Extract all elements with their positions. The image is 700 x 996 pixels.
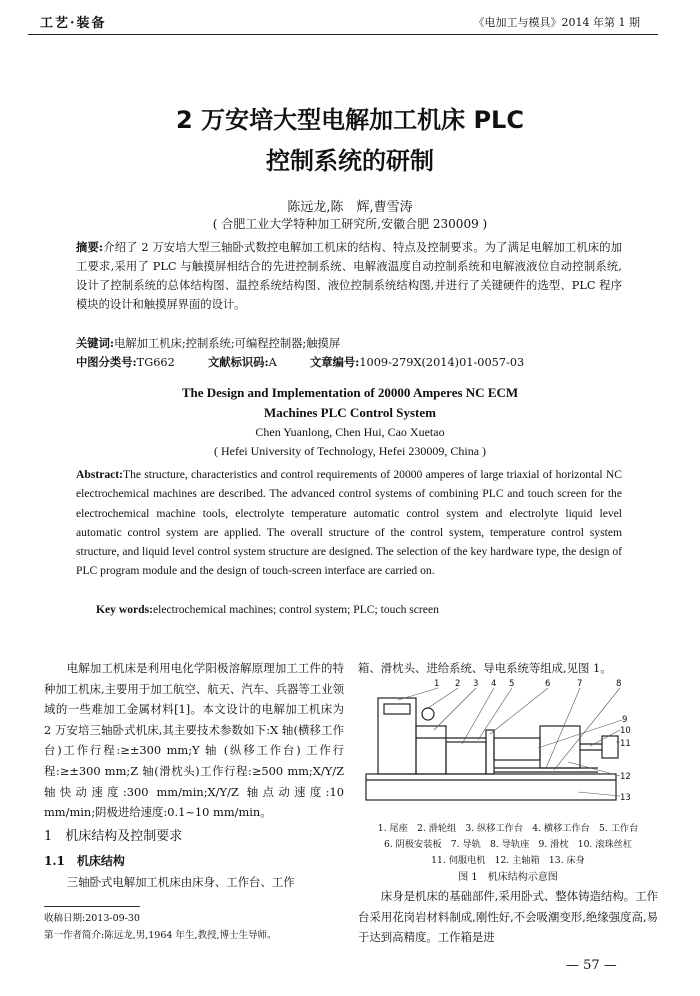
figure-number-1: 1 <box>434 679 440 689</box>
author-bio: 第一作者简介:陈远龙,男,1964 年生,教授,博士生导师。 <box>44 930 277 941</box>
section-1-heading: 1 机床结构及控制要求 <box>44 829 183 844</box>
authors: 陈远龙,陈 辉,曹雪涛 <box>287 200 413 215</box>
abstract-cn <box>76 238 622 314</box>
affiliation: ( 合肥工业大学特种加工研究所,安徽合肥 230009 ) <box>212 217 488 231</box>
figure-number-2: 2 <box>455 679 461 689</box>
bed-paragraph: 床身是机床的基础部件,采用卧式、整体铸造结构。工作台采用花岗岩材料制成,刚性好,不会吸潮变形,绝缘强度高,易于达到高精度。工作箱是进 <box>358 889 658 945</box>
figure-legend-line3: 11. 伺服电机 12. 主轴箱 13. 床身 <box>431 855 585 866</box>
keywords-text: 电解加工机床;控制系统;可编程控制器;触摸屏 <box>114 337 341 350</box>
paper-title-line1: 2 万安培大型电解加工机床 PLC <box>176 106 524 134</box>
page-number: — 57 — <box>566 958 617 973</box>
section-1-1-text: 三轴卧式电解加工机床由床身、工作台、工作 <box>66 875 295 889</box>
pulley-shape <box>422 708 434 720</box>
figure-number-10: 10 <box>620 726 631 736</box>
bed-shape <box>366 774 616 800</box>
header-divider <box>28 34 658 35</box>
figure-number-5: 5 <box>509 679 515 689</box>
figure-number-9: 9 <box>622 715 628 725</box>
english-authors: Chen Yuanlong, Chen Hui, Cao Xuetao <box>255 425 445 439</box>
figure-legend-line2: 6. 阴极安装板 7. 导轨 8. 导轨座 9. 滑枕 10. 滚珠丝杠 <box>383 839 633 850</box>
machine-structure-figure <box>358 676 658 816</box>
english-abstract-label: Abstract: <box>76 468 124 481</box>
received-date: 收稿日期:2013-09-30 <box>44 913 140 924</box>
section-label: 工艺·装备 <box>40 16 107 31</box>
figure-number-6: 6 <box>545 679 551 689</box>
abstract-label: 摘要: <box>76 240 104 254</box>
keywords-cn <box>76 334 622 353</box>
figure-number-7: 7 <box>577 679 583 689</box>
figure-legend-line1: 1. 尾座 2. 滑轮组 3. 纵移工作台 4. 横移工作台 5. 工作台 <box>377 823 639 834</box>
section-1-1-heading: 1.1 机床结构 <box>44 854 125 868</box>
paper-title-line2: 控制系统的研制 <box>266 147 434 175</box>
english-abstract <box>76 465 622 581</box>
figure-number-13: 13 <box>620 793 631 803</box>
figure-number-4: 4 <box>491 679 497 689</box>
figure-number-11: 11 <box>620 739 631 749</box>
footnote-divider <box>44 906 140 907</box>
keywords-label: 关键词: <box>76 336 115 350</box>
english-title-line1: The Design and Implementation of 20000 Amperes NC ECM <box>181 385 519 400</box>
figure-number-12: 12 <box>620 772 631 782</box>
english-keywords: Key words:electrochemical machines; control system; PLC; touch screen <box>96 603 439 616</box>
classification-line: 中图分类号:TG662 文献标识码:A 文章编号:1009-279X(2014)01-0057-03 <box>76 355 525 369</box>
journal-issue: 《电加工与模具》2014 年第 1 期 <box>473 16 640 29</box>
intro-paragraph: 电解加工机床是利用电化学阳极溶解原理加工工件的特种加工机床,主要用于加工航空、航天、汽车、兵器等工业领域的一些难加工金属材料[1]。本文设计的电解加工机床为 2 万安培三轴卧式机床,其主要技术参数如下:X 轴(横移工作台)工作行程:≥±300 mm;Y 轴 (纵移工作台) 工作行程:≥±300 mm;Z 轴(滑枕头)工作行程:≥500 mm;X/Y/Z 轴快动速度:300 mm/min;X/Y/Z 轴点动速度:10 mm/min;阴极进给速度:0.1~10 mm/min。 <box>44 661 344 820</box>
figure-caption: 图 1 机床结构示意图 <box>458 872 558 883</box>
english-affiliation: ( Hefei University of Technology, Hefei 230009, China ) <box>213 444 487 458</box>
servo-motor-shape <box>602 736 618 758</box>
abstract-text: 介绍了 2 万安培大型三轴卧式数控电解加工机床的结构、特点及控制要求。为了满足电解加工机床的加工要求,采用了 PLC 与触摸屏相结合的先进控制系统、电解液温度自动控制系统和电解液液位自动控制系统,设计了控制系统的总体结构图、温控系统结构图、液位控制系统结构图,并进行了关键硬件的选型、PLC 程序模块的设计和触摸屏界面的设计。 <box>76 241 623 311</box>
english-title-line2: Machines PLC Control System <box>263 405 436 420</box>
english-abstract-text: The structure, characteristics and control requirements of 20000 amperes of large triaxial of horizontal NC electrochemical machines are described. The advanced control systems of combining PLC and touch screen for the electrochemical machine tools, electrolyte temperature automatic control system and electrolyte liquid level automatic control system are applied. The overall structure of the control system, temperature control system structure, and liquid level control system structure are designed. The selection of the key hardware type, the design of PLC program module and the design of touch-screen interface are carried on. <box>76 468 622 578</box>
continuation-text: 箱、滑枕头、进给系统、导电系统等组成,见图 1。 <box>358 661 612 675</box>
figure-number-8: 8 <box>616 679 622 689</box>
spindle-box-shape <box>540 726 580 768</box>
figure-number-3: 3 <box>473 679 479 689</box>
